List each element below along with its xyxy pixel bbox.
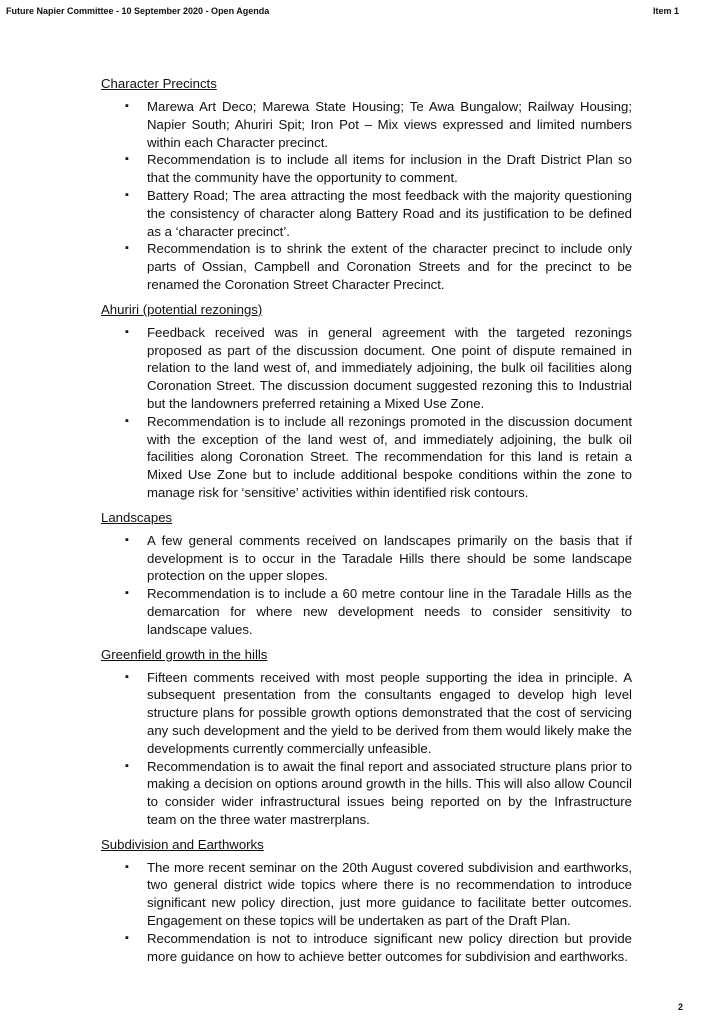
list-item-text: Battery Road; The area attracting the most feedback with the majority questioning the consistency of character along Battery Road and its justification to be defined as a ‘character precinct’. bbox=[147, 187, 632, 239]
list-item bbox=[101, 151, 632, 187]
list-item bbox=[101, 532, 632, 585]
bullet-icon: ▪ bbox=[125, 533, 129, 546]
section-heading: Ahuriri (potential rezonings) bbox=[101, 301, 263, 317]
bullet-list bbox=[101, 669, 632, 829]
list-item bbox=[101, 758, 632, 829]
bullet-icon: ▪ bbox=[125, 670, 129, 683]
page-number: 2 bbox=[677, 1002, 683, 1012]
list-item-text: Recommendation is to include a 60 metre contour line in the Taradale Hills as the demarcation for where new development needs to consider sensitivity to landscape values. bbox=[147, 586, 632, 637]
bullet-list bbox=[101, 98, 632, 294]
list-item-text: Fifteen comments received with most people supporting the idea in principle. A subsequent presentation from the consultants engaged to develop high level structure plans for possible growth options demonstrated that the cost of servicing any such development and the yield to be derived from them would likely make the developments currently commercially unfeasible. bbox=[147, 669, 632, 756]
bullet-list bbox=[101, 859, 632, 966]
list-item bbox=[101, 669, 632, 758]
list-item bbox=[101, 930, 632, 966]
list-item bbox=[101, 585, 632, 638]
list-item-text: Recommendation is to include all rezonings promoted in the discussion document with the exception of the land west of, and immediately adjoining, the bulk oil facilities along Coronation Street. The recommendation for this land is retain a Mixed Use Zone but to include additional bespoke conditions within the zone to manage risk for ‘sensitive’ activities within identified risk contours. bbox=[147, 413, 632, 500]
section-heading: Subdivision and Earthworks bbox=[101, 836, 264, 852]
list-item bbox=[101, 324, 632, 413]
list-item-text: Recommendation is to include all items for inclusion in the Draft District Plan so that the community have the opportunity to comment. bbox=[147, 152, 632, 186]
list-item-text: Marewa Art Deco; Marewa State Housing; Te Awa Bungalow; Railway Housing; Napier South; Ahuriri Spit; Iron Pot – Mix views expressed and limited numbers within each Character precinct. bbox=[147, 99, 632, 150]
bullet-icon: ▪ bbox=[125, 860, 129, 873]
section-heading: Landscapes bbox=[101, 509, 173, 525]
section-heading: Greenfield growth in the hills bbox=[101, 646, 268, 662]
list-item-text: Feedback received was in general agreement with the targeted rezonings proposed as part of the discussion document. One point of dispute remained in relation to the land west of, and immediately adjoining, the bulk oil facilities along Coronation Street. The discussion document suggested rezoning this to Industrial but the landowners preferred retaining a Mixed Use Zone. bbox=[147, 324, 632, 411]
list-item bbox=[101, 187, 632, 240]
bullet-icon: ▪ bbox=[125, 931, 129, 944]
bullet-icon: ▪ bbox=[125, 325, 129, 338]
list-item-text: Recommendation is to shrink the extent of the character precinct to include only parts of Ossian, Campbell and Coronation Streets and for the precinct to be renamed the Coronation Street Character Precinct. bbox=[147, 241, 632, 292]
list-item bbox=[101, 240, 632, 293]
section-heading: Character Precincts bbox=[101, 76, 217, 91]
bullet-icon: ▪ bbox=[125, 153, 129, 166]
list-item-text: A few general comments received on landscapes primarily on the basis that if development is to occur in the Taradale Hills there should be some landscape protection on the upper slopes. bbox=[147, 532, 632, 584]
list-item bbox=[101, 859, 632, 930]
bullet-icon: ▪ bbox=[125, 759, 129, 772]
list-item-text: Recommendation is to await the final report and associated structure plans prior to making a decision on options around growth in the hills. This will also allow Council to consider wider infrastructural issues being reported on by the Infrastructure team on the three water mastrerplans. bbox=[147, 758, 632, 827]
document-body bbox=[101, 75, 632, 972]
document-header-title: Future Napier Committee - 10 September 2020 - Open Agenda bbox=[6, 6, 270, 16]
bullet-icon: ▪ bbox=[125, 414, 129, 427]
list-item-text: Recommendation is not to introduce significant new policy direction but provide more guidance on how to achieve better outcomes for subdivision and earthworks. bbox=[147, 930, 632, 964]
bullet-icon: ▪ bbox=[125, 188, 129, 201]
bullet-list bbox=[101, 324, 632, 502]
bullet-list bbox=[101, 532, 632, 639]
list-item bbox=[101, 98, 632, 151]
list-item-text: The more recent seminar on the 20th August covered subdivision and earthworks, two general district wide topics where there is no recommendation to introduce significant new policy direction, just more guidance to facilitate better outcomes. Engagement on these topics will be undertaken as part of the Draft Plan. bbox=[147, 859, 632, 929]
bullet-icon: ▪ bbox=[125, 100, 129, 112]
list-item bbox=[101, 413, 632, 502]
item-number: Item 1 bbox=[652, 6, 679, 16]
bullet-icon: ▪ bbox=[125, 587, 129, 600]
bullet-icon: ▪ bbox=[125, 242, 129, 255]
